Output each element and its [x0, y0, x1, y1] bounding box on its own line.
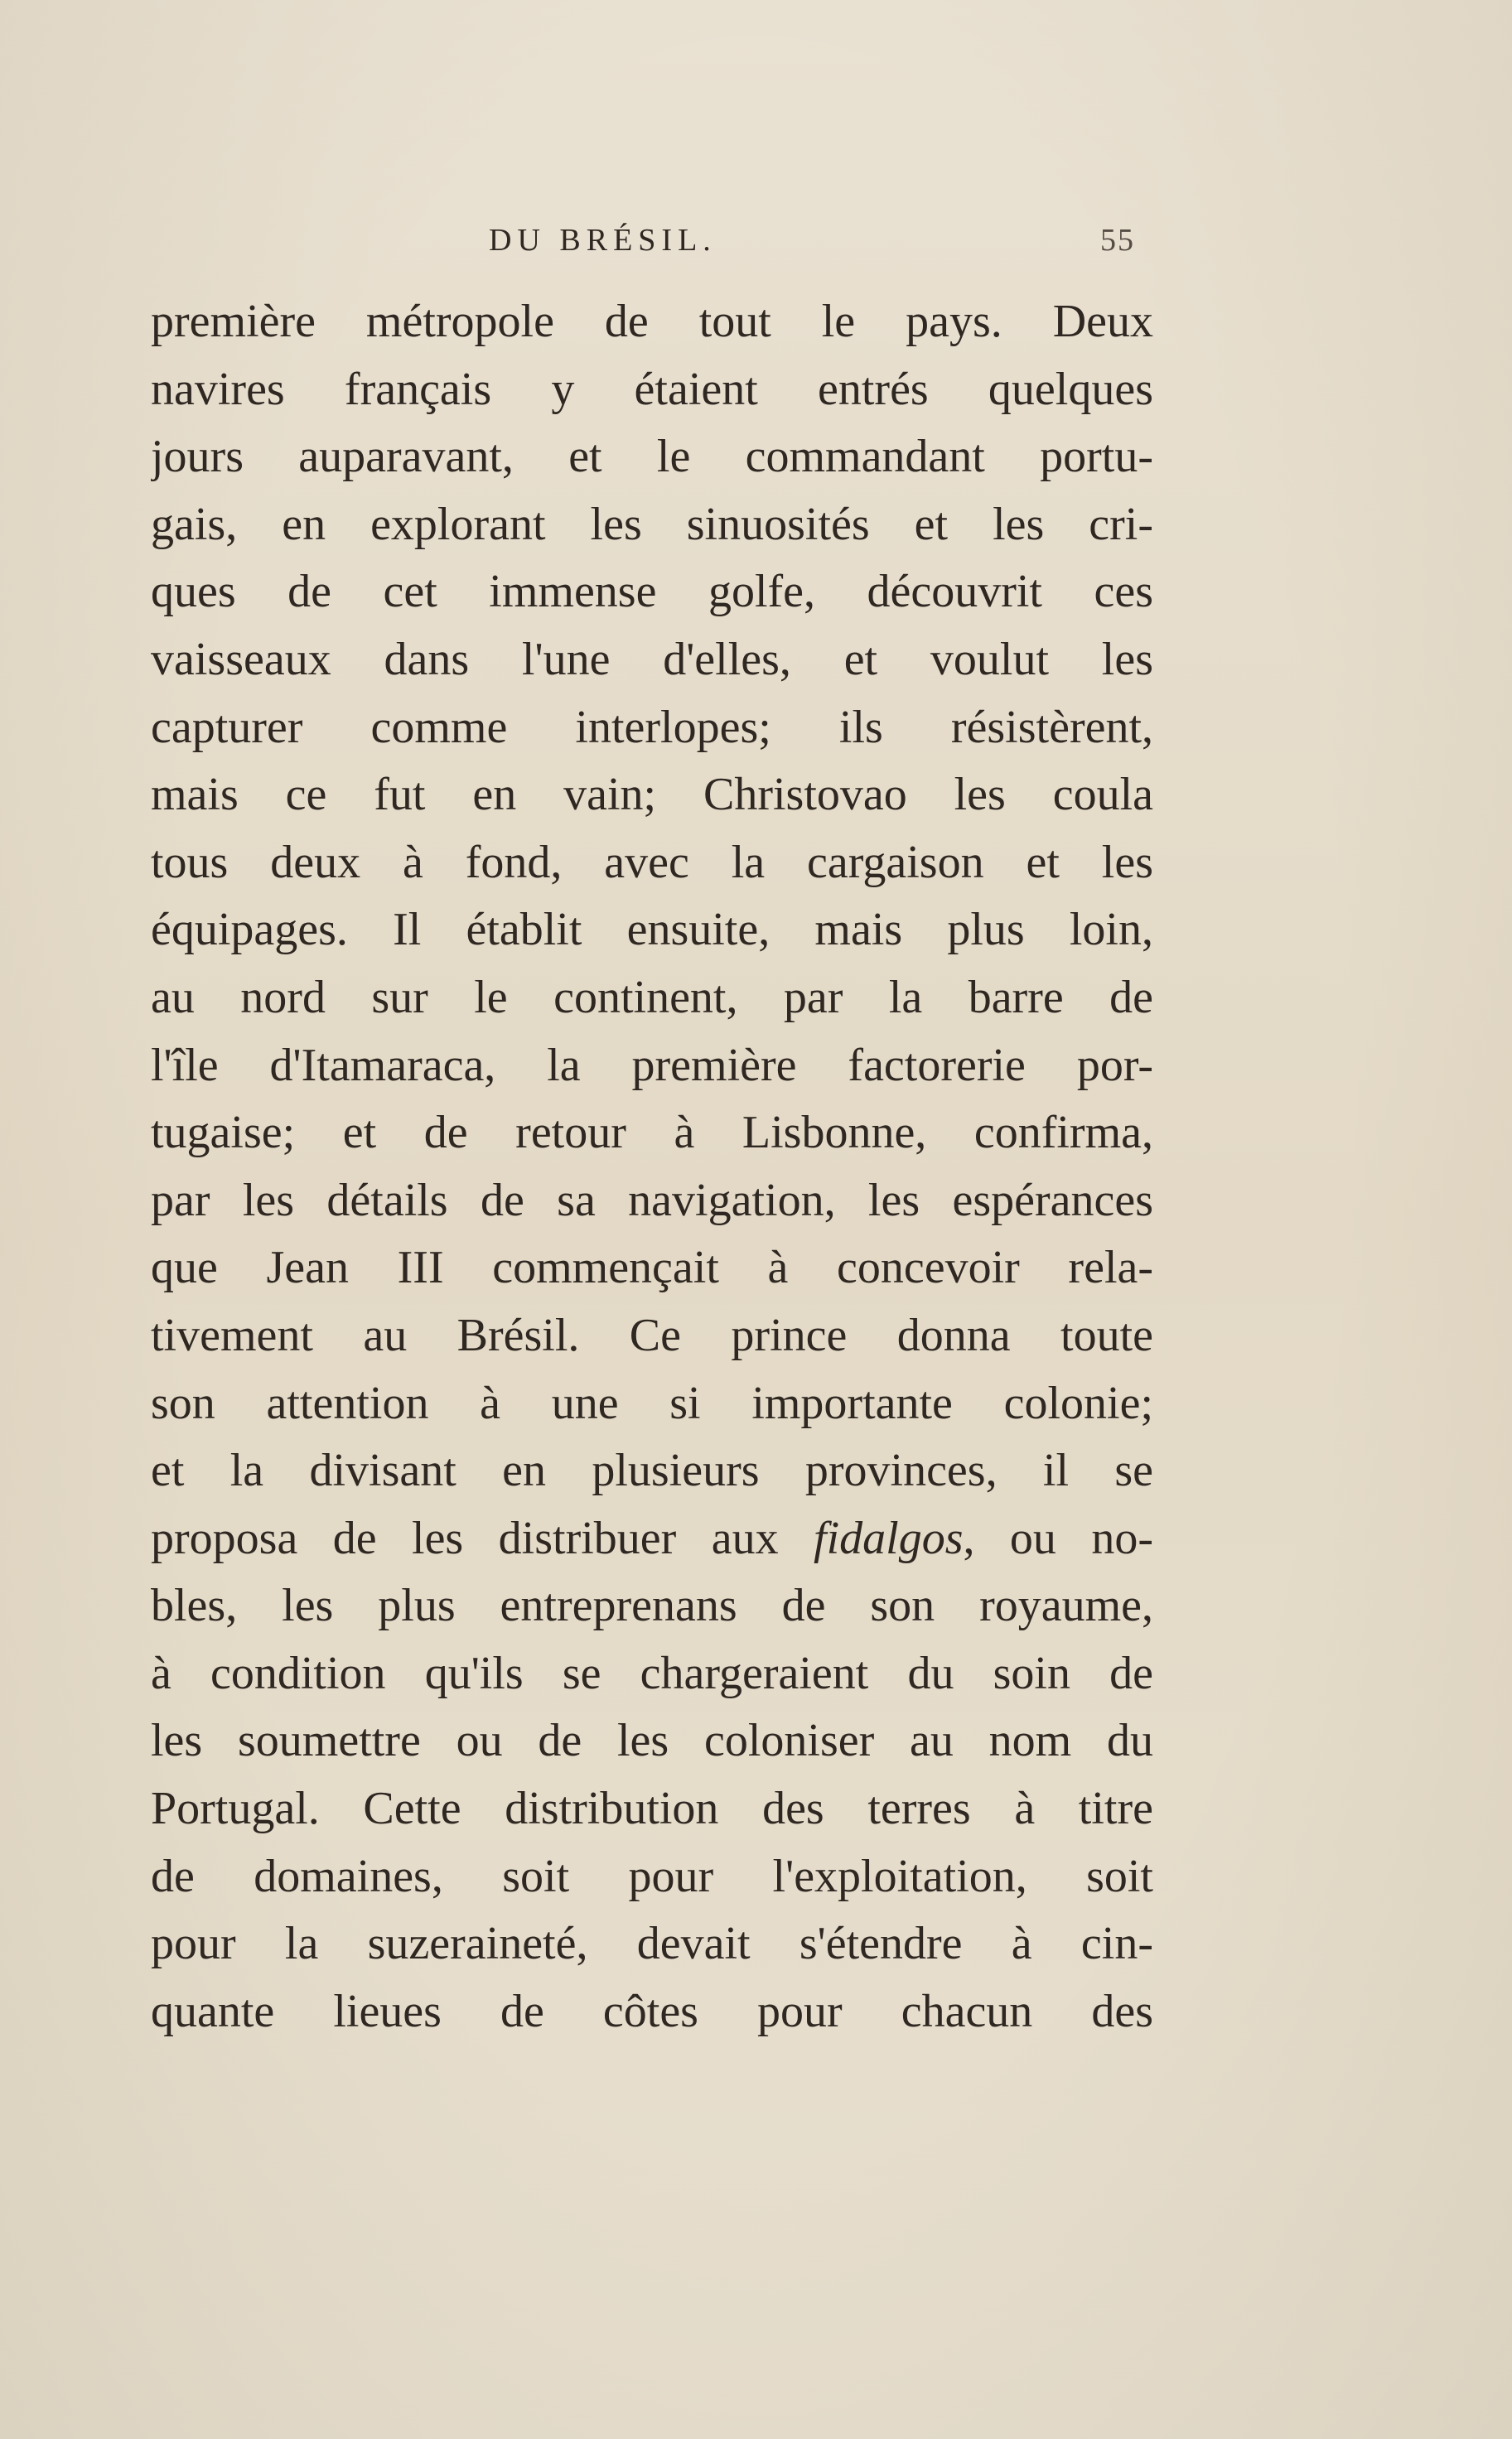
- text-line: Portugal. Cette distribution des terres à titre: [151, 1783, 1153, 1835]
- text-line: par les détails de sa navigation, les espérances: [151, 1174, 1153, 1226]
- text-line: quante lieues de côtes pour chacun des: [151, 1985, 1153, 2037]
- text-segment: , ou no-: [963, 1512, 1153, 1564]
- text-line: [151, 1505, 1153, 1573]
- text-line: navires français y étaient entrés quelques: [151, 363, 1153, 415]
- text-line: et la divisant en plusieurs provinces, il se: [151, 1445, 1153, 1497]
- text-line: ques de cet immense golfe, découvrit ces: [151, 566, 1153, 618]
- text-line: vaisseaux dans l'une d'elles, et voulut les: [151, 633, 1153, 685]
- text-line: tugaise; et de retour à Lisbonne, confirma,: [151, 1107, 1153, 1159]
- text-line: première métropole de tout le pays. Deux: [151, 296, 1153, 347]
- text-line: mais ce fut en vain; Christovao les coula: [151, 769, 1153, 821]
- italic-term: fidalgos: [814, 1512, 964, 1564]
- text-line: bles, les plus entreprenans de son royaume,: [151, 1580, 1153, 1632]
- text-line: son attention à une si importante colonie;: [151, 1377, 1153, 1429]
- body-text: [151, 288, 1153, 2045]
- text-line: capturer comme interlopes; ils résistèrent,: [151, 701, 1153, 753]
- page-number: 55: [1100, 223, 1135, 258]
- text-line: que Jean III commençait à concevoir rela-: [151, 1242, 1153, 1294]
- text-line: gais, en explorant les sinuosités et les cri-: [151, 498, 1153, 550]
- text-line: l'île d'Itamaraca, la première factorerie por-: [151, 1039, 1153, 1091]
- running-title: DU BRÉSIL.: [489, 223, 717, 258]
- text-segment: proposa de les distribuer aux: [151, 1512, 814, 1564]
- text-line: de domaines, soit pour l'exploitation, soit: [151, 1850, 1153, 1902]
- text-line: tous deux à fond, avec la cargaison et les: [151, 836, 1153, 888]
- text-line: les soumettre ou de les coloniser au nom du: [151, 1715, 1153, 1767]
- text-line: au nord sur le continent, par la barre de: [151, 971, 1153, 1023]
- text-line: à condition qu'ils se chargeraient du soin de: [151, 1647, 1153, 1699]
- text-line: jours auparavant, et le commandant portu-: [151, 431, 1153, 483]
- text-line: tivement au Brésil. Ce prince donna toute: [151, 1309, 1153, 1361]
- running-head: [489, 222, 1135, 263]
- text-line: pour la suzeraineté, devait s'étendre à cin-: [151, 1918, 1153, 1970]
- text-line: équipages. Il établit ensuite, mais plus loin,: [151, 904, 1153, 956]
